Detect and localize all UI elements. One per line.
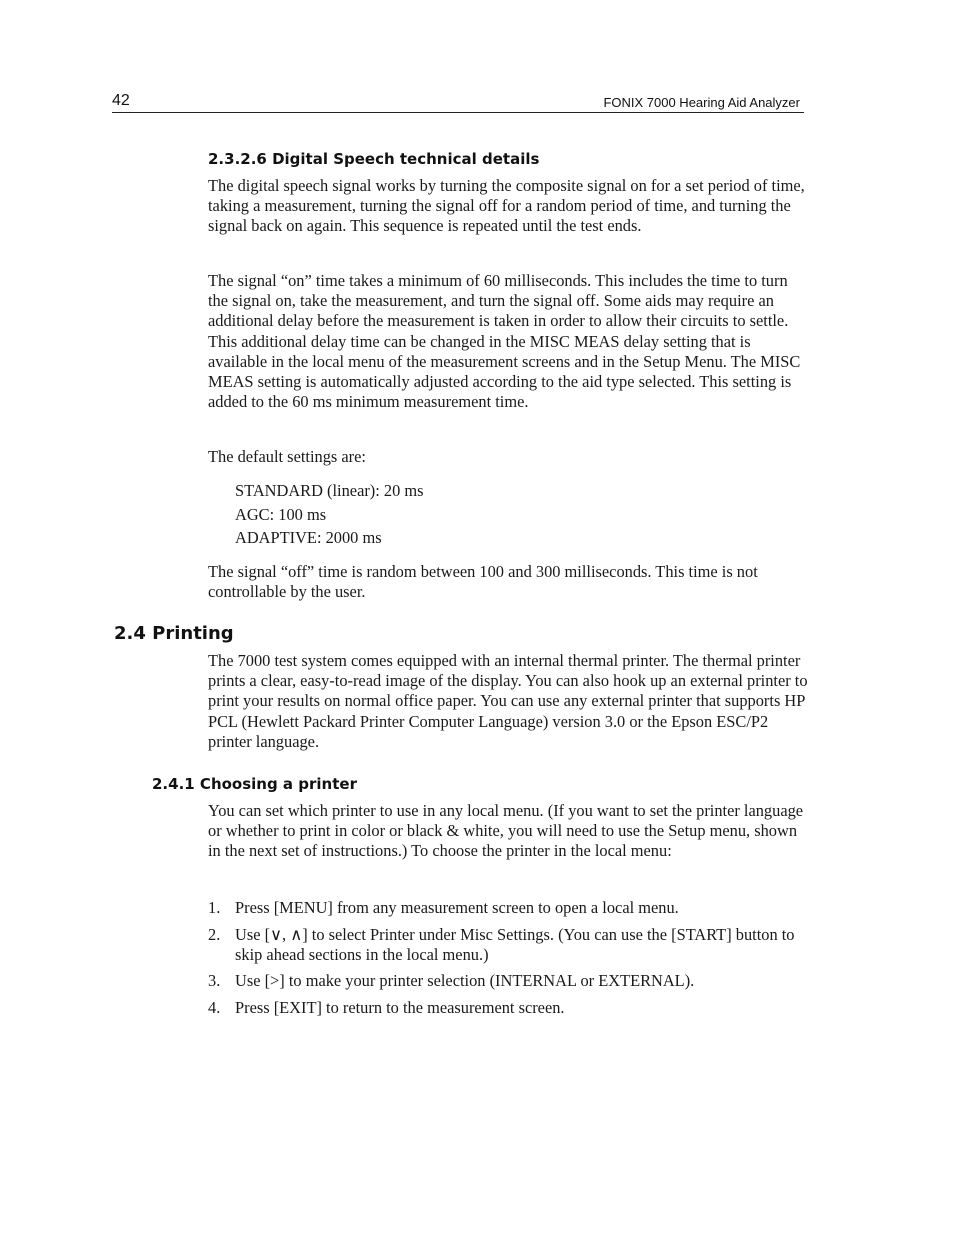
paragraph-default-settings: The default settings are: — [208, 447, 366, 466]
paragraph-digital-speech-intro: The digital speech signal works by turning the composite signal on for a set period of time, taking a measurement, turning the signal off for a random period of time, and turning the signal back on again. This sequence is repeated until the test ends. — [208, 176, 805, 236]
step-number: 4. — [208, 998, 221, 1017]
step-text: Use [∨, ∧] to select Printer under Misc Settings. (You can use the [START] button to skip ahead sections in the local menu.) — [235, 925, 795, 964]
setting-agc: AGC: 100 ms — [235, 505, 327, 524]
step-number: 2. — [208, 925, 221, 944]
page-number: 42 — [112, 92, 130, 109]
list-item-step-4 — [208, 998, 808, 1018]
setting-adaptive: ADAPTIVE: 2000 ms — [235, 528, 382, 547]
step-number: 3. — [208, 971, 221, 990]
list-item-step-1 — [208, 898, 808, 918]
paragraph-printing-intro: The 7000 test system comes equipped with an internal thermal printer. The thermal printer prints a clear, easy-to-read image of the display. You can also hook up an external printer to print your results on normal office paper. You can use any external printer that supports HP PCL (Hewlett Packard Printer Computer Language) version 3.0 or the Epson ESC/P2 printer language. — [208, 651, 808, 751]
section-heading-digital-speech: 2.3.2.6 Digital Speech technical details — [208, 150, 540, 168]
setting-standard: STANDARD (linear): 20 ms — [235, 481, 424, 500]
paragraph-choosing-printer: You can set which printer to use in any local menu. (If you want to set the printer language or whether to print in color or black & white, you will need to use the Setup menu, shown in the next set of instructions.) To choose the printer in the local menu: — [208, 801, 804, 861]
step-number: 1. — [208, 898, 221, 917]
paragraph-signal-off-time: The signal “off” time is random between 100 and 300 milliseconds. This time is not controllable by the user. — [208, 562, 758, 602]
list-item-step-2 — [208, 925, 808, 965]
step-text: Press [MENU] from any measurement screen to open a local menu. — [235, 898, 679, 917]
section-heading-choosing-printer: 2.4.1 Choosing a printer — [152, 775, 357, 793]
section-heading-printing: 2.4 Printing — [114, 623, 234, 644]
step-text: Use [>] to make your printer selection (INTERNAL or EXTERNAL). — [235, 971, 695, 990]
page-header — [112, 90, 804, 113]
paragraph-signal-on-time: The signal “on” time takes a minimum of 60 milliseconds. This includes the time to turn the signal on, take the measurement, and turn the signal off. Some aids may require an additional delay before the measurement is taken in order to allow their circuits to settle. This additional delay time can be changed in the MISC MEAS delay setting that is available in the local menu of the measurement screens and in the Setup Menu. The MISC MEAS setting is automatically adjusted according to the aid type selected. This setting is added to the 60 ms minimum measurement time. — [208, 271, 801, 412]
step-text: Press [EXIT] to return to the measurement screen. — [235, 998, 565, 1017]
running-title: FONIX 7000 Hearing Aid Analyzer — [603, 95, 800, 110]
list-item-step-3 — [208, 971, 808, 991]
